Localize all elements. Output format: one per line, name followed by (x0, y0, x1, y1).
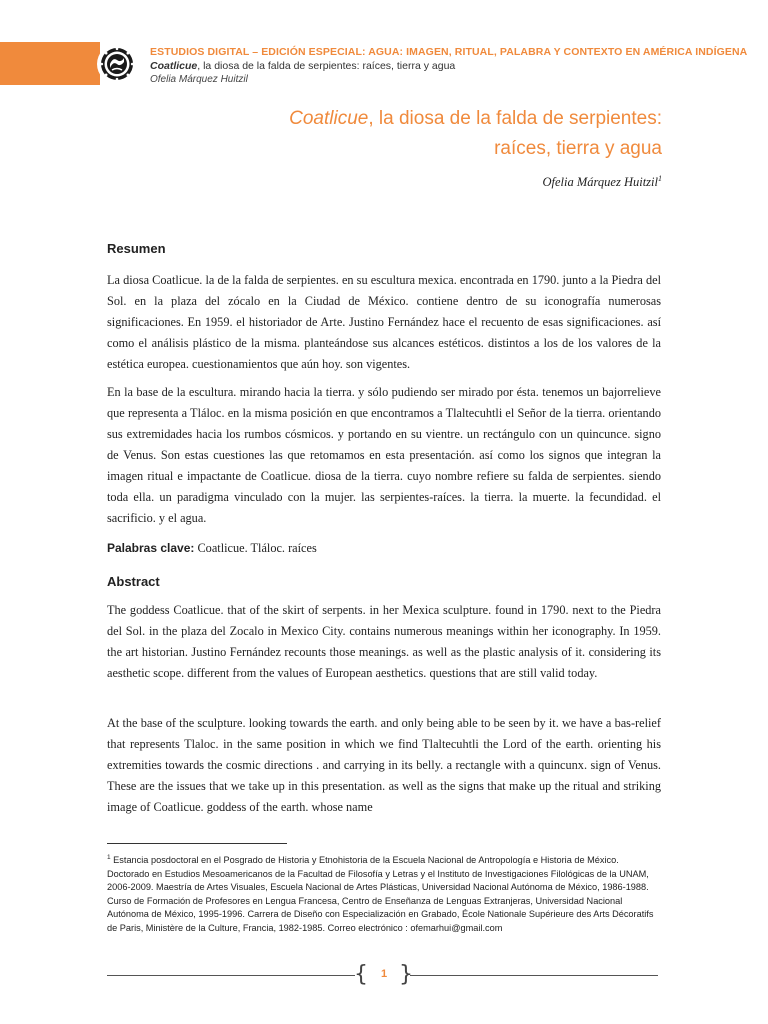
resumen-heading: Resumen (107, 241, 166, 256)
short-title-italic: Coatlicue (150, 60, 198, 72)
footnote-text: Estancia posdoctoral en el Posgrado de Historia y Etnohistoria de la Escuela Nacional de Antropología e Historia de México. Doctorado en Estudios Mesoamericanos de la Facultad de Filosofía y Letras y el Instituto de Investigaciones Filológicas de la UNAM, 2006-2009. Maestría de Artes Visuales, Escuela Nacional de Artes Plásticas, Universidad Nacional Autónoma de México, 1986-1988. Curso de Formación de Profesores en Lengua Francesa, Centro de Enseñanza de Lenguas Extranjeras, Universidad Nacional Autónoma de México, 1995-1996. Carrera de Diseño con Especialización en Grabado, École Nationale Supérieure des Arts Décoratifs de Paris, Ministère de la Culture, Francia, 1982-1985. Correo electrónico : ofemarhui@gmail.com (107, 855, 654, 933)
footnote-mark: 1 (107, 854, 111, 861)
title-italic: Coatlicue (289, 108, 369, 129)
footnote-divider (107, 843, 287, 844)
footer-rule-right (410, 975, 658, 976)
short-title-rest: , la diosa de la falda de serpientes: raíces, tierra y agua (197, 60, 456, 72)
journal-logo-icon (97, 44, 137, 84)
abstract-paragraph-2: At the base of the sculpture. looking towards the earth. and only being able to be seen by it. we have a bas-relief that represents Tlaloc. in the same position in which we find Tlaltecuhtli the Lord of the earth. orienting his extremities towards the cosmic directions . and carrying in its belly. a rectangle with a quincunx. sign of Venus. These are the issues that we take up in this presentation. as well as the signs that make up the ritual and striking image of Coatlicue. goddess of the earth. whose name (107, 716, 661, 814)
journal-running-head: ESTUDIOS DIGITAL – EDICIÓN ESPECIAL: AGUA: IMAGEN, RITUAL, PALABRA Y CONTEXTO EN AMÉRICA INDÍGENA (150, 46, 748, 58)
title-rest: , la diosa de la falda de serpientes: (368, 108, 662, 129)
footnote (107, 851, 663, 935)
article-title (289, 104, 662, 164)
keywords-label: Palabras clave: (107, 541, 195, 555)
page-brace-left: { (354, 962, 368, 987)
keywords-list: Coatlicue. Tláloc. raíces (194, 541, 317, 555)
footer-rule-left (107, 975, 355, 976)
page-number: 1 (380, 968, 388, 980)
keywords (107, 541, 317, 556)
abstract-heading: Abstract (107, 574, 160, 589)
article-author (542, 174, 662, 190)
abstract-paragraph-1: The goddess Coatlicue. that of the skirt of serpents. in her Mexica sculpture. found in 1790. next to the Piedra del Sol. in the plaza del Zocalo in Mexico City. contains numerous meanings within her iconography. In 1959. the art historian. Justino Fernández recounts those meanings. as well as the plastic analysis of it. considering its aesthetic scope. different from the values of European aesthetics. questions that are still valid today. (107, 603, 661, 680)
title-line-2: raíces, tierra y agua (494, 138, 662, 159)
author-name: Ofelia Márquez Huitzil (542, 175, 658, 190)
resumen-paragraph-2: En la base de la escultura. mirando hacia la tierra. y sólo pudiendo ser mirado por ésta. tenemos un bajorrelieve que representa a Tláloc. en la misma posición en que encontramos a Tlaltecuhtli el Señor de la tierra. orientando sus extremidades hacia los rumbos cósmicos. y portando en su vientre. un rectángulo con un quincunce. signo de Venus. Son estas cuestiones las que retomamos en esta presentación. así como los signos que integran la imagen ritual e impactante de Coatlicue. diosa de la tierra. cuyo nombre refiere su falda de serpientes. siendo toda ella. un paradigma vinculado con la mujer. las serpientes-raíces. la tierra. la muerte. la fecundidad. el sacrificio. y el agua. (107, 385, 661, 525)
page-brace-right: } (399, 962, 413, 987)
author-running-head: Ofelia Márquez Huitzil (150, 74, 248, 85)
resumen-paragraph-1: La diosa Coatlicue. la de la falda de serpientes. en su escultura mexica. encontrada en 1790. junto a la Piedra del Sol. en la plaza del zócalo en la Ciudad de México. contiene dentro de su iconografía numerosas significaciones. En 1959. el historiador de Arte. Justino Fernández hace el recuento de esas significaciones. así como el análisis plástico de la misma. planteándose sus alcances estéticos. distintos a los de los valores de la estética europea. cuestionamientos que aún hoy. son vigentes. (107, 273, 661, 371)
header-accent-bar (0, 42, 100, 85)
short-title-running-head (150, 60, 455, 72)
title-line-1 (289, 104, 662, 134)
author-footnote-mark: 1 (658, 174, 662, 183)
